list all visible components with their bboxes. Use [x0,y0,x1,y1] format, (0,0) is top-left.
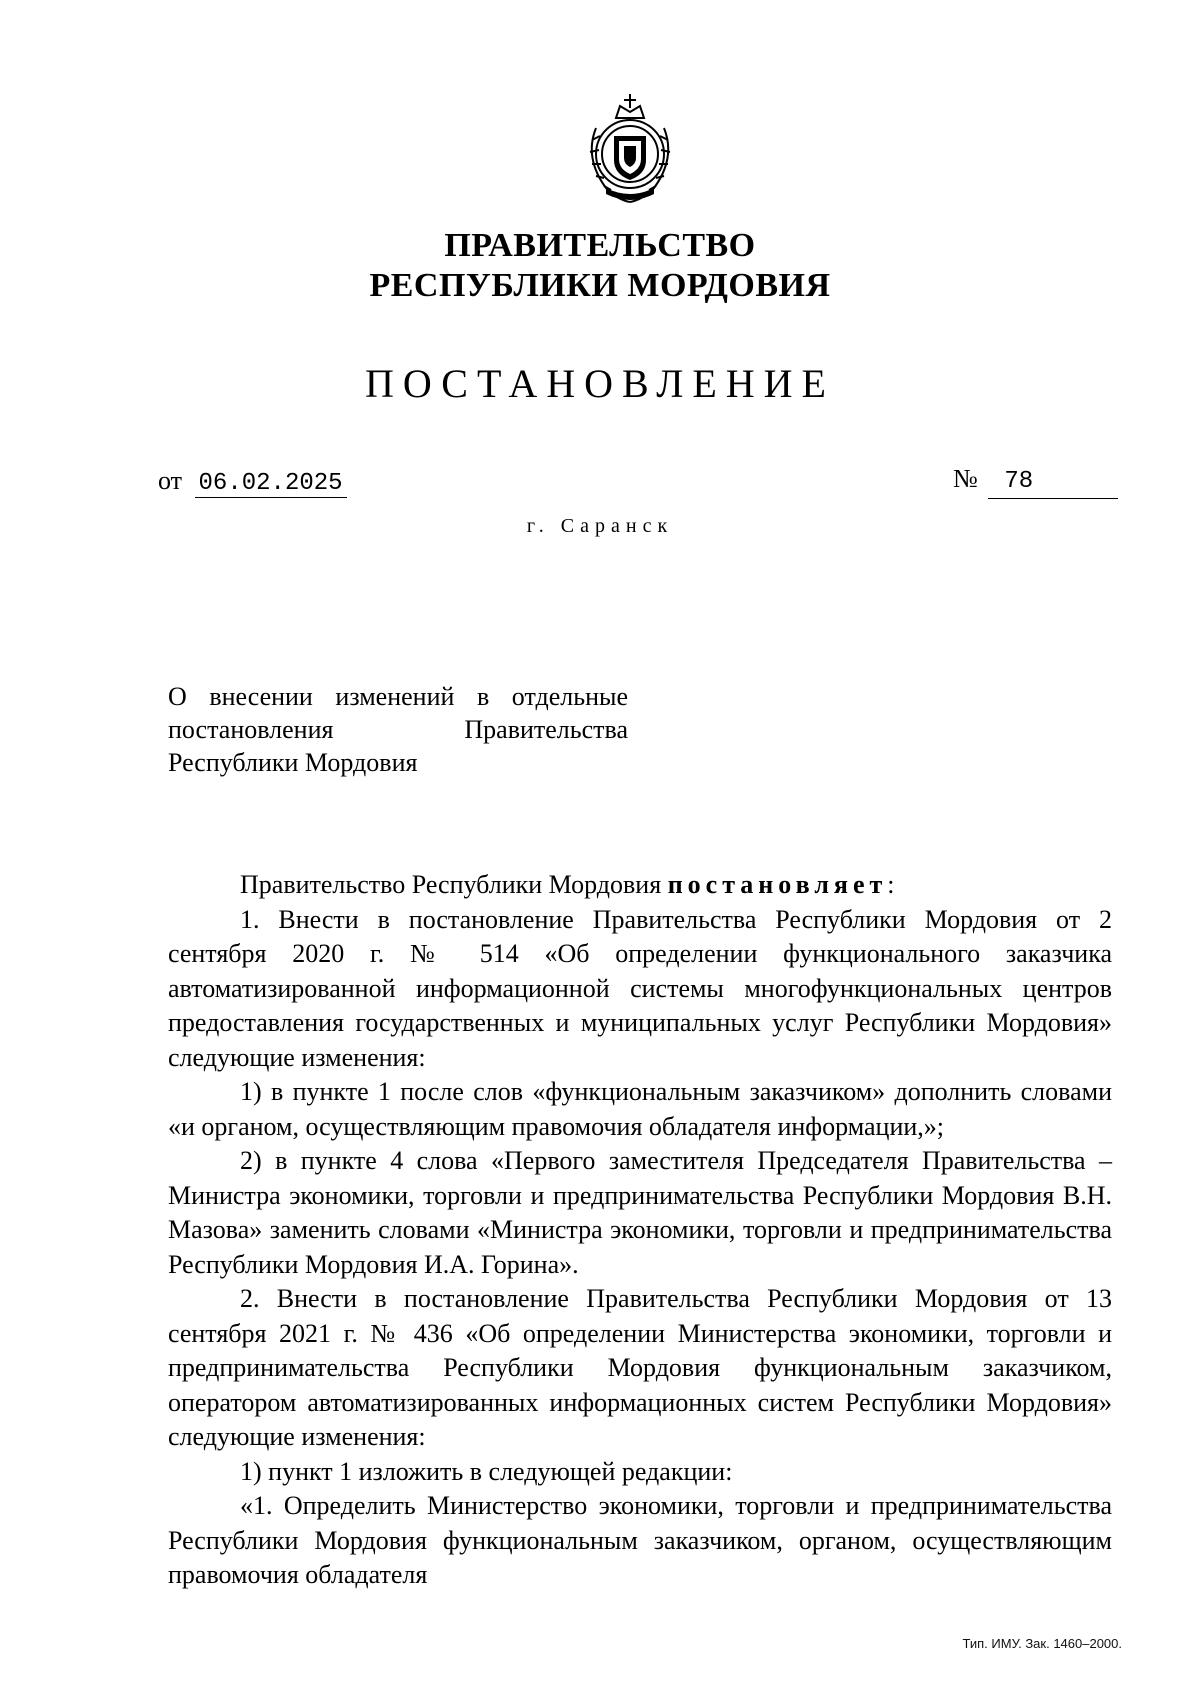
city-label: г. Саранск [526,515,674,537]
intro-emphasis: постановляет [667,870,888,899]
number-prefix: № [953,464,978,493]
body-paragraph: 2) в пункте 4 слова «Первого заместителя Председателя Правительства – Министра экономики, торговли и предпринимательства Республики Мордовия В.Н. Мазова» заменить словами «Министра экономики, торговли и предпринимательства Республики Мордовия И.А. Горина». [168,1146,1112,1279]
organization-name-line1: ПРАВИТЕЛЬСТВО [444,227,756,264]
intro-text: Правительство Республики Мордовия [240,870,668,899]
intro-paragraph [168,868,1112,903]
subject-line: О внесении изменений в отдельные [168,682,628,711]
organization-name-line2: РЕСПУБЛИКИ МОРДОВИЯ [369,267,831,304]
body-paragraph: 2. Внести в постановление Правительства Республики Мордовия от 13 сентября 2021 г. № 436 «Об определении Министерства экономики, торговли и предпринимательства Республики Мордовия функциональным заказчиком, оператором автоматизированных информационных систем Республики Мордовия» следующие изменения: [168,1284,1112,1451]
body-paragraph: 1. Внести в постановление Правительства Республики Мордовия от 2 сентября 2020 г. № 514 «Об определении функционального заказчика автоматизированной информационной системы многофункциональных центров предоставления государственных и муниципальных услуг Республики Мордовия» следующие изменения: [168,904,1112,1072]
print-footer-note: Тип. ИМУ. Зак. 1460–2000. [962,1636,1122,1651]
document-body [168,868,1112,1593]
intro-end: : [887,870,895,899]
document-date [158,465,347,500]
date-prefix: от [158,466,183,495]
date-value: 06.02.2025 [195,470,347,498]
document-subject [168,680,628,779]
body-paragraph: 1) пункт 1 изложить в следующей редакции: [240,1456,733,1486]
document-type-title: ПОСТАНОВЛЕНИЕ [365,361,835,406]
coat-of-arms-emblem [576,88,684,208]
subject-line: Республики Мордовия [168,748,418,777]
body-paragraph: «1. Определить Министерство экономики, торговли и предпринимательства Республики Мордовия функциональным заказчиком, органом, осуществляющим правомочия обладателя [168,1491,1112,1589]
document-number [953,463,1118,499]
subject-line: постановления Правительства [168,715,628,744]
number-value: 78 [988,466,1118,499]
body-paragraph: 1) в пункте 1 после слов «функциональным заказчиком» дополнить словами «и органом, осуществляющим правомочия обладателя информации,»; [168,1077,1112,1141]
